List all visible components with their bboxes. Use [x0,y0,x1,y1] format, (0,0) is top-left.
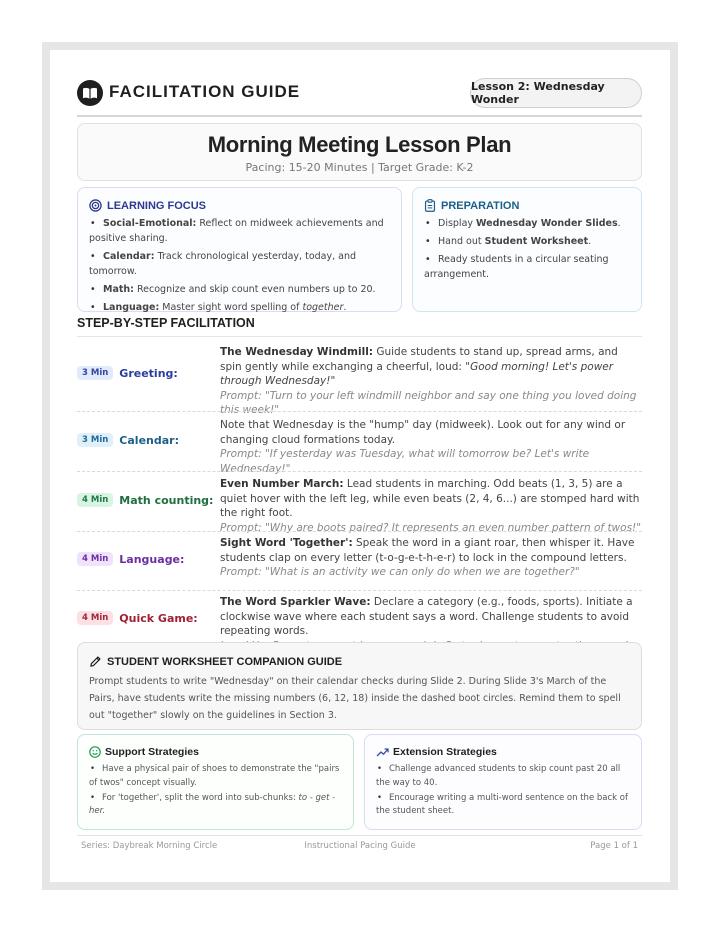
support-header [89,746,199,758]
list-item: • Display Wednesday Wonder Slides. [424,216,633,231]
time-badge: 3 Min [77,366,113,380]
time-badge: 4 Min [77,493,113,507]
step-name: Quick Game: [119,611,198,625]
worksheet-header [89,655,342,668]
step-prompt: Prompt: "If yesterday was Tuesday, what will tomorrow be? Let's write Wednesday!" [220,448,590,475]
list-item: • Hand out Student Worksheet. [424,234,633,249]
page-subtitle: Pacing: 15-20 Minutes | Target Grade: K-2 [245,161,474,174]
step-name: Language: [119,552,185,566]
learning-focus-list [89,216,393,318]
worksheet-text: Prompt students to write "Wednesday" on their calendar checks during Slide 2. During Slide 3's March of the Pairs, have students write the missing numbers (6, 12, 18) inside the dashed boot circles. Remind them to spell out "together" slowly on the guidelines in Section 3. [89,676,621,721]
extension-strategies-card [364,734,642,830]
footer-series: Series: Daybreak Morning Circle [81,841,218,851]
extension-header [376,746,497,758]
time-badge: 4 Min [77,611,113,625]
list-item: • Calendar: Track chronological yesterday, today, and tomorrow. [89,249,393,279]
header-divider [77,115,642,117]
list-item: • Language: Master sight word spelling of together. [89,300,393,315]
preparation-heading: PREPARATION [441,199,520,212]
step-prompt: Prompt: "Why are boots paired? It represents an even number pattern of twos!" [220,521,642,534]
step-quick-game [77,591,642,641]
time-badge: 4 Min [77,552,113,566]
learning-focus-card [77,187,402,312]
footer-divider [77,835,642,836]
step-calendar [77,412,642,475]
preparation-list [424,216,633,285]
step-name: Greeting: [119,366,178,380]
step-name: Math counting: [119,493,214,507]
support-list [89,763,345,820]
step-math-counting [77,472,642,532]
pencil-icon [89,655,102,668]
section-divider [77,336,642,337]
book-icon [77,80,103,106]
step-language [77,532,642,591]
footer-page-number: Page 1 of 1 [590,841,638,851]
target-icon [89,199,102,212]
step-body: The Wednesday Windmill: Guide students to stand up, spread arms, and spin gently while exchanging a cheerful, loud: "Good morning! Let's power through Wednesday!" Prompt: "Turn to your left windmill neighbor and say one thing you loved doing this week!" [220,346,637,416]
clipboard-icon [424,199,436,212]
page-title: Morning Meeting Lesson Plan [207,132,512,157]
learning-focus-heading: LEARNING FOCUS [107,199,206,212]
support-strategies-card [77,734,354,830]
list-item: • Have a physical pair of shoes to demonstrate the "pairs of twos" concept visually. [89,763,345,790]
learning-focus-header [89,199,206,212]
step-body: The Word Sparkler Wave: Declare a category (e.g., foods, sports). Initiate a clockwise wave where each student says a word. Challenge students to avoid repeating words. [220,595,642,653]
worksheet-heading: STUDENT WORKSHEET COMPANION GUIDE [107,655,343,668]
list-item: • Encourage writing a multi-word sentence on the back of the student sheet. [376,792,633,819]
title-block [77,123,642,181]
extension-heading: Extension Strategies [393,746,497,758]
footer-center: Instructional Pacing Guide [304,841,416,851]
step-body: Note that Wednesday is the "hump" day (midweek). Look out for any wind or changing cloud formations today. Prompt: "If yesterday was Tuesday, what will tomorrow be? Let's write Wednesday!" [220,419,626,475]
list-item: • Challenge advanced students to skip count past 20 all the way to 40. [376,763,633,790]
list-item: • Social-Emotional: Reflect on midweek achievements and positive sharing. [89,216,393,246]
step-greeting [77,340,642,416]
guide-title: FACILITATION GUIDE [109,82,301,101]
support-heading: Support Strategies [105,746,199,758]
list-item: • Ready students in a circular seating arrangement. [424,252,633,282]
step-prompt: Prompt: "Turn to your left windmill neighbor and say one thing you loved doing this week!" [220,389,637,416]
worksheet-guide-card [77,642,642,730]
guide-page [50,50,670,882]
list-item: • For 'together', split the word into sub-chunks: to - get - her. [89,792,345,819]
step-name: Calendar: [119,433,179,447]
smile-icon [89,746,101,758]
extension-list [376,763,633,820]
step-body: Even Number March: Lead students in marching. Odd beats (1, 3, 5) are a quiet hover with the left leg, while even beats (2, 4, 6...) are stomped hard with the right foot. Prompt: "Why are boots paired? It represents an even number pattern of twos!" [220,478,642,534]
step-body: Sight Word 'Together': Speak the word in a giant roar, then whisper it. Have students clap on every letter (t-o-g-e-t-h-e-r) to lock in the compound letters. Prompt: "What is an activity we can only do when we are together?" [220,537,635,578]
preparation-header [424,199,519,212]
time-badge: 3 Min [77,433,113,447]
list-item: • Math: Recognize and skip count even numbers up to 20. [89,282,393,297]
lesson-badge: Lesson 2: Wednesday Wonder [470,78,642,108]
preparation-card [412,187,642,312]
step-prompt: Prompt: "What is an activity we can only do when we are together?" [220,566,580,578]
facilitation-heading: STEP-BY-STEP FACILITATION [77,316,255,330]
trend-up-icon [376,746,389,758]
